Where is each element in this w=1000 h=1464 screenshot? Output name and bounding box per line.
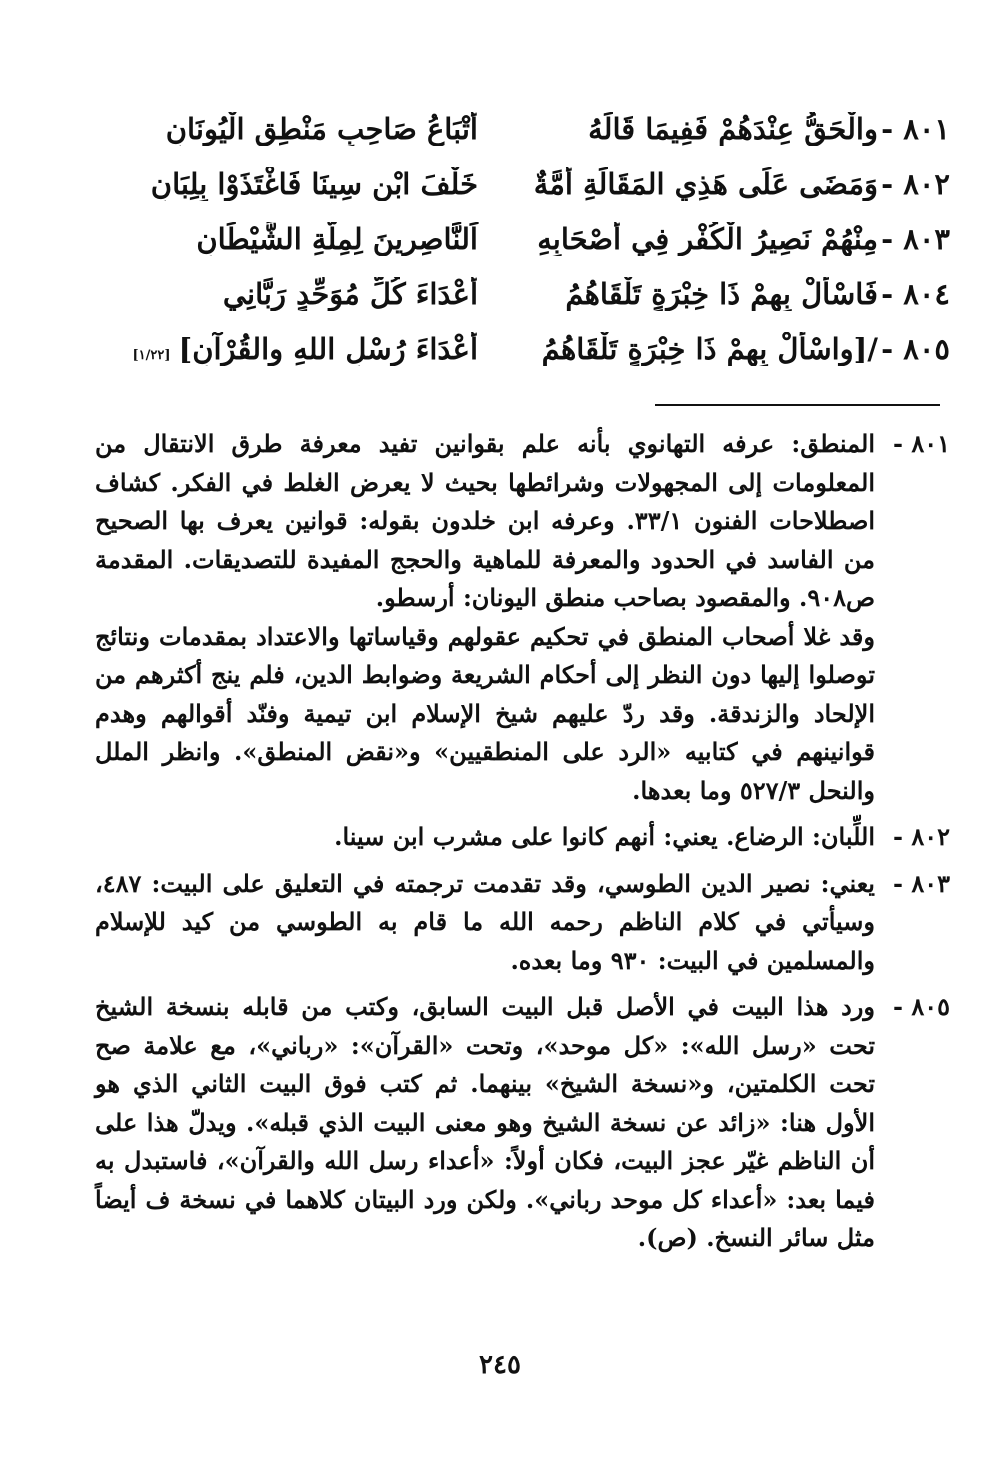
verse-first-hemistich: /[واسْأَلْ بِهِمْ ذَا خِبْرَةٍ تَلْقَاهُمُ (541, 332, 878, 366)
verse-first-hemistich: والْحَقُّ عِنْدَهُمْ فَفِيمَا قَالَهُ (588, 112, 878, 146)
footnote-text: : الرضاع. يعني: أنهم كانوا على مشرب ابن سينا. (334, 822, 821, 851)
verse-line (40, 332, 950, 387)
poem-verses (40, 112, 950, 387)
verse-second-hemistich: اَلنَّاصِرِينَ لِمِلَّةِ الشَّيْطَانِ (196, 222, 478, 256)
footnote-body (95, 818, 875, 857)
footnote-keyword: المنطق (800, 429, 875, 458)
footnote-divider (655, 404, 940, 406)
verse-number: ٨٠٣ - (881, 222, 950, 256)
manuscript-folio-marker: [١/٢٢] (132, 348, 171, 363)
footnote (95, 818, 950, 857)
verse-second-hemistich: خَلْفَ ابْنِ سِينَا فَاغْتَذَوْا بِلِبَانِ (150, 167, 478, 201)
verse-second-hemistich: أَعْدَاءَ كُلِّ مُوَحِّدٍ رَبَّانِي (222, 277, 478, 311)
verse-line (40, 222, 950, 277)
footnote-keyword: اللِّبان (820, 822, 875, 851)
verse-number: ٨٠١ - (881, 112, 950, 146)
footnote (95, 425, 950, 810)
verse-line (40, 167, 950, 222)
verse-second-hemistich: أَتْبَاعُ صَاحِبِ مَنْطِقِ الْيُونَانِ (165, 112, 478, 146)
verse-number: ٨٠٤ - (881, 277, 950, 311)
footnote-number: ٨٠٥ - (893, 992, 950, 1021)
footnote-number: ٨٠٣ - (893, 868, 950, 898)
footnote (95, 865, 950, 981)
verse-line (40, 112, 950, 167)
footnote-number: ٨٠٢ - (893, 822, 950, 851)
footnote-text: : عرفه التهانوي بأنه علم بقوانين تفيد معرفة طرق الانتقال من المعلومات إلى المجهولات وشرائطها بحيث لا يعرض الغلط في الفكر. كشاف اصطلاحات الفنون ٣٣/١. وعرفه ابن خلدون بقوله: قوانين يعرف بها الصحيح من الفاسد في الحدود والمعرفة للماهية والحجج المفيدة للتصديقات. المقدمة ص٩٠٨. والمقصود بصاحب منطق اليونان: أرسطو. (95, 429, 875, 612)
page-number: ٢٤٥ (479, 1350, 521, 1380)
footnote-body (95, 865, 875, 981)
verse-second-hemistich (40, 332, 508, 366)
footnote-paragraph: وقد غلا أصحاب المنطق في تحكيم عقولهم وقياساتها والاعتداد بمقدمات ونتائج توصلوا إليها دون النظر إلى أحكام الشريعة وضوابط الدين، فلم ينج أكثرهم من الإلحاد والزندقة. وقد ردّ عليهم شيخ الإسلام ابن تيمية وفنّد أقوالهم وهدم قوانينهم في كتابيه «الرد على المنطقيين» و«نقض المنطق». وانظر الملل والنحل ٥٢٧/٣ وما بعدها. (95, 621, 875, 805)
footnote (95, 988, 950, 1258)
verse-number: ٨٠٢ - (881, 167, 950, 201)
footnote-number: ٨٠١ - (893, 429, 950, 458)
footnote-body (95, 988, 875, 1258)
footnote-paragraph (95, 818, 875, 857)
verse-first-hemistich: فَاسْأَلْ بِهِمْ ذَا خِبْرَةٍ تَلْقَاهُمُ (565, 277, 878, 311)
footnote-body (95, 425, 875, 810)
footnote-paragraph: ورد هذا البيت في الأصل قبل البيت السابق، وكتب من قابله بنسخة الشيخ تحت «رسل الله»: «كل موحد»، وتحت «القرآن»: «رباني»، مع علامة صح تحت الكلمتين، و«نسخة الشيخ» بينهما. ثم كتب فوق البيت الثاني الذي هو الأول هنا: «زائد عن نسخة الشيخ وهو معنى البيت الذي قبله». ويدلّ هذا على أن الناظم غيّر عجز البيت، فكان أولاً: «أعداء رسل الله والقرآن»، فاستبدل به فيما بعد: «أعداء كل موحد رباني». ولكن ورد البيتان كلاهما في نسخة ف أيضاً مثل سائر النسخ. (ص). (95, 992, 875, 1252)
verse-line (40, 277, 950, 332)
verse-first-hemistich: وَمَضَى عَلَى هَذِي المَقَالَةِ أُمَّةٌ (533, 167, 878, 201)
verse-first-hemistich: مِنْهُمْ نَصِيرُ الْكُفْرِ فِي أَصْحَابِهِ (537, 222, 878, 256)
verse-text: أَعْدَاءَ رُسْلِ اللهِ والقُرْآنِ] (178, 332, 478, 366)
footnote-paragraph: يعني: نصير الدين الطوسي، وقد تقدمت ترجمته في التعليق على البيت: ٤٨٧، وسيأتي في كلام الناظم رحمه الله ما قام به الطوسي من كيد للإسلام والمسلمين في البيت: ٩٣٠ وما بعده. (95, 868, 875, 975)
footnote-paragraph (95, 425, 875, 618)
footnotes (95, 425, 950, 1266)
verse-number: ٨٠٥ - (881, 332, 950, 366)
